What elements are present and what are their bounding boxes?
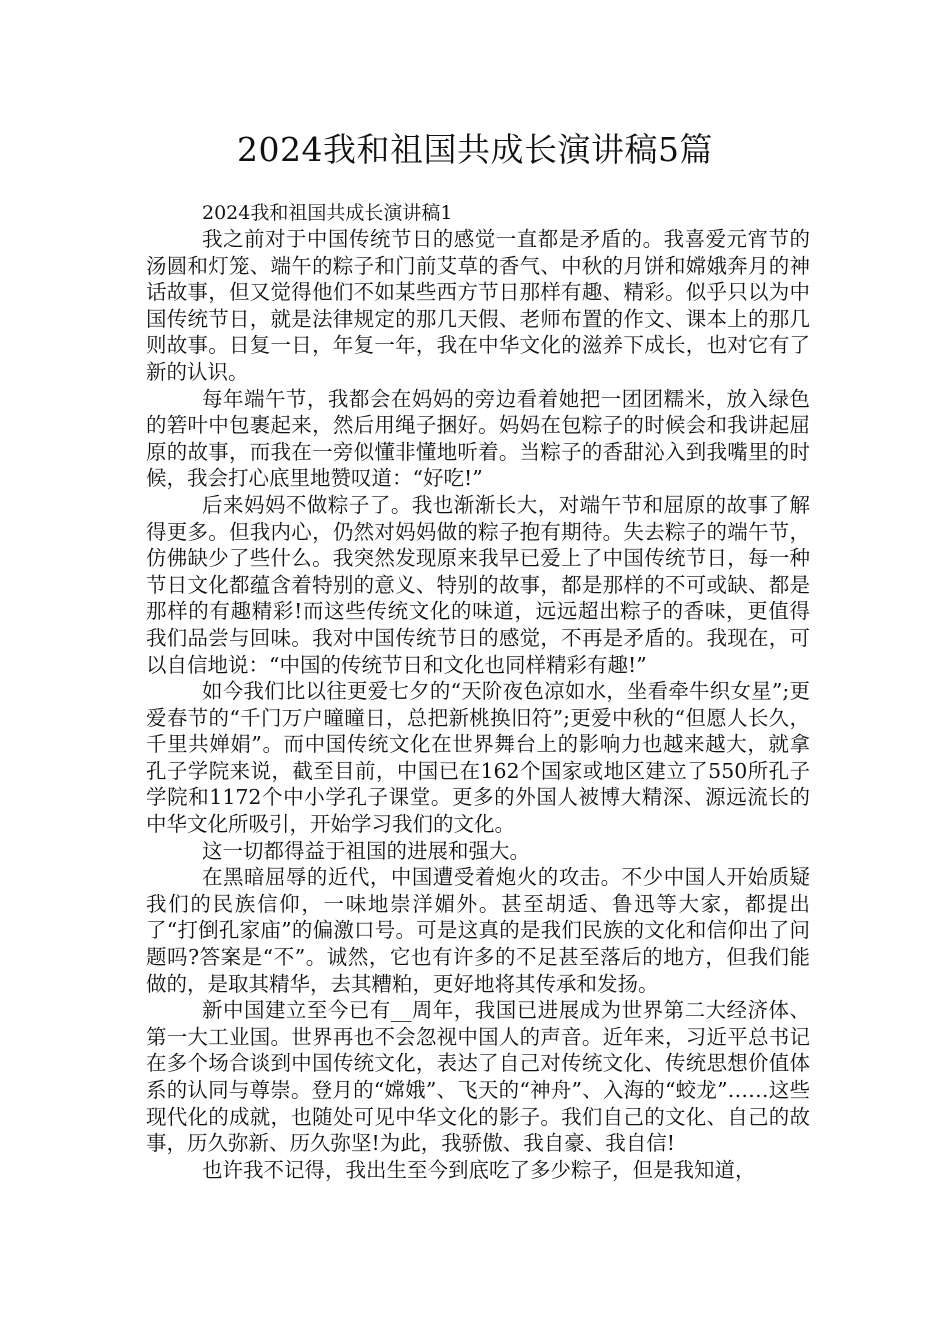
document-body	[146, 200, 810, 1183]
document-title: 2024我和祖国共成长演讲稿5篇	[237, 130, 713, 169]
paragraph-2: 每年端午节，我都会在妈妈的旁边看着她把一团团糯米，放入绿色的箬叶中包裹起来，然后用绳子捆好。妈妈在包粽子的时候会和我讲起屈原的故事，而我在一旁似懂非懂地听着。当粽子的香甜沁入到我嘴里的时候，我会打心底里地赞叹道：“好吃!”	[146, 386, 810, 491]
paragraph-8: 也许我不记得，我出生至今到底吃了多少粽子，但是我知道，	[202, 1157, 756, 1182]
paragraph-3: 后来妈妈不做粽子了。我也渐渐长大，对端午节和屈原的故事了解得更多。但我内心，仍然对妈妈做的粽子抱有期待。失去粽子的端午节，仿佛缺少了些什么。我突然发现原来我早已爱上了中国传统节日，每一种节日文化都蕴含着特别的意义、特别的故事，都是那样的不可或缺、都是那样的有趣精彩!而这些传统文化的味道，远远超出粽子的香味，更值得我们品尝与回味。我对中国传统节日的感觉，不再是矛盾的。我现在，可以自信地说：“中国的传统节日和文化也同样精彩有趣!”	[146, 492, 810, 677]
section-heading: 2024我和祖国共成长演讲稿1	[202, 202, 453, 224]
paragraph-5: 这一切都得益于祖国的进展和强大。	[202, 838, 530, 863]
paragraph-1: 我之前对于中国传统节日的感觉一直都是矛盾的。我喜爱元宵节的汤圆和灯笼、端午的粽子和门前艾草的香气、中秋的月饼和嫦娥奔月的神话故事，但又觉得他们不如某些西方节日那样有趣、精彩。似乎只以为中国传统节日，就是法律规定的那几天假、老师布置的作文、课本上的那几则故事。日复一日，年复一年，我在中华文化的滋养下成长，也对它有了新的认识。	[146, 227, 810, 384]
paragraph-6: 在黑暗屈辱的近代，中国遭受着炮火的攻击。不少中国人开始质疑我们的民族信仰，一味地崇洋媚外。甚至胡适、鲁迅等大家，都提出了“打倒孔家庙”的偏激口号。可是这真的是我们民族的文化和信仰出了问题吗?答案是“不”。诚然，它也有许多的不足甚至落后的地方，但我们能做的，是取其精华，去其糟粕，更好地将其传承和发扬。	[146, 865, 810, 996]
paragraph-4: 如今我们比以往更爱七夕的“天阶夜色凉如水，坐看牵牛织女星”;更爱春节的“千门万户曈曈日，总把新桃换旧符”;更爱中秋的“但愿人长久，千里共婵娟”。而中国传统文化在世界舞台上的影响力也越来越大，就拿孔子学院来说，截至目前，中国已在162个国家或地区建立了550所孔子学院和1172个中小学孔子课堂。更多的外国人被博大精深、源远流长的中华文化所吸引，开始学习我们的文化。	[146, 679, 810, 837]
paragraph-7: 新中国建立至今已有__周年，我国已进展成为世界第二大经济体、第一大工业国。世界再也不会忽视中国人的声音。近年来，习近平总书记在多个场合谈到中国传统文化，表达了自己对传统文化、传统思想价值体系的认同与尊崇。登月的“嫦娥”、飞天的“神舟”、入海的“蛟龙”……这些现代化的成就，也随处可见中华文化的影子。我们自己的文化、自己的故事，历久弥新、历久弥坚!为此，我骄傲、我自豪、我自信!	[146, 998, 810, 1156]
